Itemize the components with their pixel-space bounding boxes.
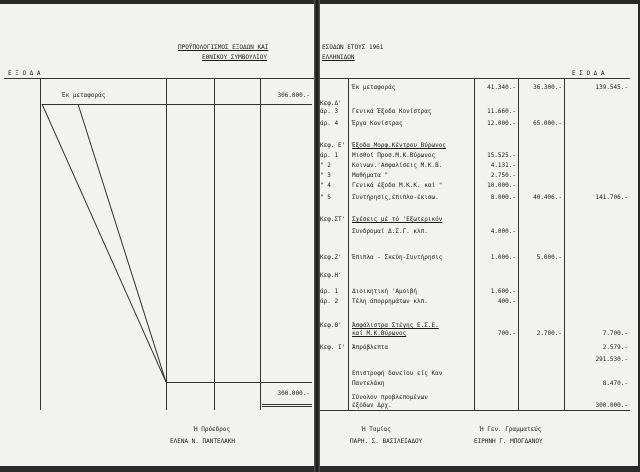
row-amount: 8.000.- [490, 194, 516, 201]
signature-role: Ή Γεν. Γραμματεύς [480, 426, 542, 433]
heading-right-line2: ΕΛΛΗΝΙΔΩΝ [322, 54, 355, 61]
row-text: καί Μ.Κ.Βύρωνος [352, 330, 407, 337]
row-code: Κεφ. Ε' [320, 142, 346, 149]
row-amount: 4.000.- [490, 228, 516, 235]
right-col-rule [518, 78, 519, 410]
row-code: άρ. 1 [320, 288, 339, 295]
row-code: άρ. 1 [320, 152, 339, 159]
row-code: " 4 [320, 182, 331, 189]
right-top-rule [320, 78, 630, 79]
signature-role: Ή Ταμίας [362, 426, 391, 433]
row-text: Έργα Κονίστρας [352, 120, 403, 127]
row-text: Διοικητική 'Αμοιβή [352, 288, 418, 295]
right-section-label: Ε Σ Ο Δ Α [572, 70, 605, 77]
row-amount: 10.000.- [487, 182, 516, 189]
right-col-rule [564, 78, 565, 410]
row-text: Μισθοί Προσ.Μ.Κ.Βύρωνος [352, 152, 436, 159]
row-text: Σχέσεις μέ τό 'Εξωτερικόν [352, 216, 443, 223]
row-text: έξόδων Δρχ. [352, 402, 392, 409]
row-text: Παντελάκη [352, 380, 385, 387]
row-text: Γενικά Έξοδα Κονίστρας [352, 108, 432, 115]
row-code: άρ. 2 [320, 298, 339, 305]
row-amount: 11.660.- [487, 108, 516, 115]
row-subtotal: 2.700.- [536, 330, 562, 337]
row-amount: 400.- [497, 298, 516, 305]
row-text: Έπιπλα - Σκεύη-Συντήρησις [352, 254, 443, 261]
row-text: Επιστροφή δανείου είς Καν [352, 370, 443, 377]
row-code: Κεφ.Η' [320, 272, 342, 279]
row-subtotal: 36.300.- [533, 84, 562, 91]
row-code: άρ. 3 [320, 108, 339, 115]
heading-left-line2: ΕΘΝΙΚΟΥ ΣΥΜΒΟΥΛΙΟΥ [202, 54, 268, 61]
row-total: 300.000.- [595, 402, 628, 409]
signature-name: ΕΛΕΝΑ Ν. ΠΑΝΤΕΛΑΚΗ [170, 438, 236, 445]
row-subtotal: 40.406.- [533, 194, 562, 201]
row-amount: 1.000.- [490, 254, 516, 261]
row-text: Σύνολον προβλεπομένων [352, 394, 428, 401]
row-amount: 4.131.- [490, 162, 516, 169]
row-text: Συντήρησις,έπιπλα-έκισω. [352, 194, 439, 201]
row-text: Μαθήματα " [352, 172, 389, 179]
right-bottom-rule [320, 410, 630, 411]
left-carry-amount: 306.000.- [277, 92, 310, 99]
heading-right-line1: ΕΣΟΔΩΝ ΕΤΟΥΣ 1961 [322, 44, 384, 51]
row-amount: 1.600.- [490, 288, 516, 295]
right-col-rule [348, 78, 349, 410]
row-subtotal: 65.000.- [533, 120, 562, 127]
row-text: Γενικά έξοδα Μ.Κ.Κ. καί " [352, 182, 443, 189]
row-text: Τέλη άπορρημάτων κλπ. [352, 298, 428, 305]
signature-name: ΕΙΡΗΝΗ Γ. ΜΠΟΓΔΑΝΟΥ [474, 438, 543, 445]
row-total: 141.706.- [595, 194, 628, 201]
row-code: Κεφ.Ζ' [320, 254, 342, 261]
row-code: Κεφ. Ι' [320, 344, 346, 351]
left-carry-label: Έκ μεταφοράς [62, 92, 106, 99]
row-total: 8.470.- [602, 380, 628, 387]
row-text: Άσφάλιστρα Στέγης Ε.Σ.Ε. [352, 322, 439, 329]
row-code: Κεφ.ΣΤ' [320, 216, 346, 223]
row-amount: 15.525.- [487, 152, 516, 159]
row-total: 291.530.- [595, 356, 628, 363]
row-code: Κεφ.Δ' [320, 100, 342, 107]
row-amount: 2.750.- [490, 172, 516, 179]
row-total: 139.545.- [595, 84, 628, 91]
row-total: 7.700.- [602, 330, 628, 337]
row-text: Άπρόβλεπτα [352, 344, 389, 351]
signature-role: Ή Πρόεδρος [194, 426, 231, 433]
left-section-label: Ε Ξ Ο Δ Α [8, 70, 41, 77]
row-code: " 3 [320, 172, 331, 179]
row-code: " 2 [320, 162, 331, 169]
row-amount: 700.- [497, 330, 516, 337]
row-text: Έξοδα Μορφ.Κέντρου Βύρωνος [352, 142, 446, 149]
row-text: Κοινων.'Ασφαλίσεις Μ.Κ.Β. [352, 162, 443, 169]
row-text: Έκ μεταφοράς [352, 84, 396, 91]
row-amount: 41.340.- [487, 84, 516, 91]
row-subtotal: 5.000.- [536, 254, 562, 261]
heading-left-line1: ΠΡΟΫΠΟΛΟΓΙΣΜΟΣ ΕΞΟΔΩΝ ΚΑΙ [178, 44, 269, 51]
left-total: 300.000.- [277, 390, 310, 397]
row-text: Συνδρομαί Δ.Σ.Γ. κλπ. [352, 228, 428, 235]
row-amount: 12.000.- [487, 120, 516, 127]
right-col-rule [474, 78, 475, 410]
signature-name: ΠΑΡΗ. Σ. ΒΑΣΙΛΕΙΑΔΟΥ [350, 438, 423, 445]
row-code: άρ. 4 [320, 120, 339, 127]
row-code: " 5 [320, 194, 331, 201]
row-total: 2.579.- [602, 344, 628, 351]
row-code: Κεφ.Θ' [320, 322, 342, 329]
